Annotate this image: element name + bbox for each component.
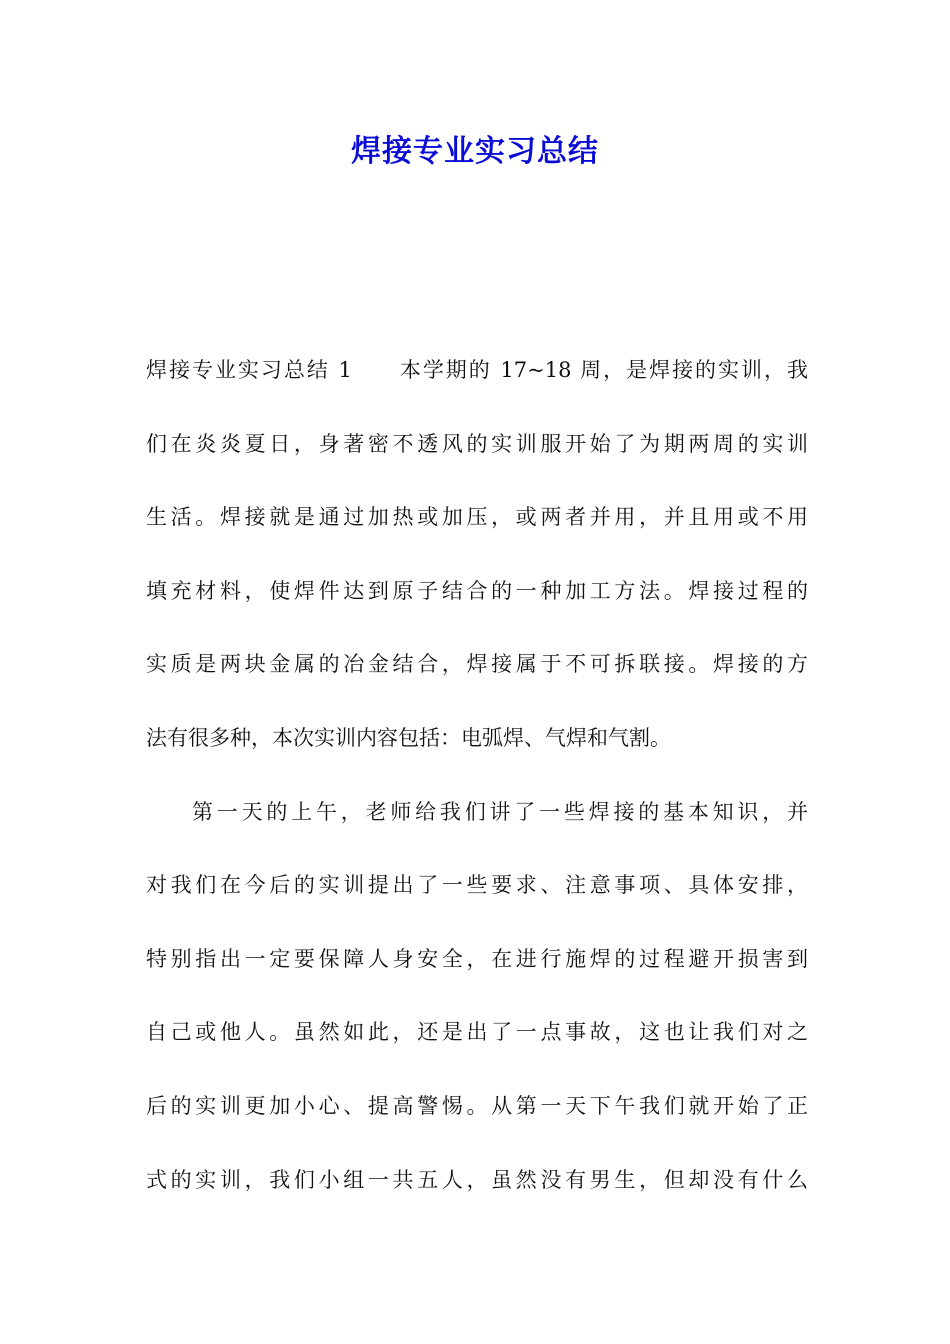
text-line: 法有很多种，本次实训内容包括：电弧焊、气焊和气割。 [146,725,671,750]
text-line: 对我们在今后的实训提出了一些要求、注意事项、具体安排， [146,873,808,898]
document-body [146,334,808,1217]
text-line: 式的实训，我们小组一共五人，虽然没有男生，但却没有什么 [146,1167,808,1192]
text-line: 自己或他人。虽然如此，还是出了一点事故，这也让我们对之 [146,1020,808,1045]
text-line: 第一天的上午，老师给我们讲了一些焊接的基本知识，并 [192,799,808,824]
text-line: 实质是两块金属的冶金结合，焊接属于不可拆联接。焊接的方 [146,652,808,677]
text-line: 生活。焊接就是通过加热或加压，或两者并用，并且用或不用 [146,505,808,530]
document-title: 焊接专业实习总结 [351,134,599,169]
text-line: 们在炎炎夏日，身著密不透风的实训服开始了为期两周的实训 [146,431,808,456]
text-line: 焊接专业实习总结 1 本学期的 17~18 周，是焊接的实训，我 [146,358,808,382]
text-line: 特别指出一定要保障人身安全，在进行施焊的过程避开损害到 [146,946,808,971]
text-line: 填充材料，使焊件达到原子结合的一种加工方法。焊接过程的 [146,578,808,603]
text-line: 后的实训更加小心、提高警惕。从第一天下午我们就开始了正 [146,1093,808,1118]
